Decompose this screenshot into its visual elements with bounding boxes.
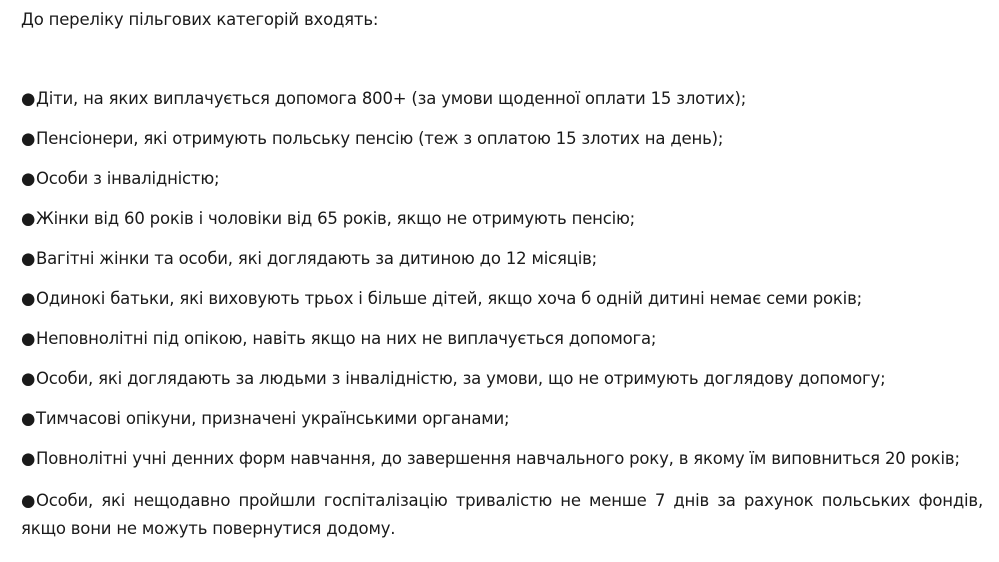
list-item — [21, 127, 983, 151]
list-item — [21, 247, 983, 271]
list-item-text: Діти, на яких виплачується допомога 800+ (за умови щоденної оплати 15 злотих); — [36, 89, 747, 108]
bullet-icon: ● — [21, 369, 36, 388]
bullet-icon: ● — [21, 449, 36, 468]
list-item — [21, 447, 983, 471]
bullet-icon: ● — [21, 249, 36, 268]
list-item-text: Неповнолітні під опікою, навіть якщо на них не виплачується допомога; — [36, 329, 657, 348]
bullet-icon: ● — [21, 89, 36, 108]
intro-text: До переліку пільгових категорій входять: — [21, 10, 379, 29]
list-item — [21, 167, 983, 191]
list-item-text: Тимчасові опікуни, призначені українськими органами; — [36, 409, 510, 428]
list-item-text: Пенсіонери, які отримують польську пенсію (теж з оплатою 15 злотих на день); — [36, 129, 724, 148]
list-item-text: Вагітні жінки та особи, які доглядають за дитиною до 12 місяців; — [36, 249, 597, 268]
list-item — [21, 367, 983, 391]
list-item — [21, 287, 983, 311]
list-item — [21, 87, 983, 111]
list-item-text: Особи, які нещодавно пройшли госпіталізацію тривалістю не менше 7 днів за рахунок польських фондів, якщо вони не можуть повернутися додому. — [21, 491, 983, 538]
bullet-icon: ● — [21, 329, 36, 348]
bullet-icon: ● — [21, 289, 36, 308]
bullet-icon: ● — [21, 169, 36, 188]
list-item — [21, 327, 983, 351]
list-item — [21, 207, 983, 231]
benefit-category-list — [21, 87, 983, 543]
list-item-text: Особи з інвалідністю; — [36, 169, 220, 188]
list-item-text: Особи, які доглядають за людьми з інвалідністю, за умови, що не отримують доглядову допомогу; — [36, 369, 886, 388]
bullet-icon: ● — [21, 409, 36, 428]
list-item — [21, 407, 983, 431]
list-item-text: Жінки від 60 років і чоловіки від 65 років, якщо не отримують пенсію; — [36, 209, 636, 228]
bullet-icon: ● — [21, 129, 36, 148]
list-item-text: Одинокі батьки, які виховують трьох і більше дітей, якщо хоча б одній дитині немає семи років; — [36, 289, 862, 308]
list-item-text: Повнолітні учні денних форм навчання, до завершення навчального року, в якому їм виповниться 20 років; — [36, 449, 960, 468]
bullet-icon: ● — [21, 491, 36, 510]
list-item — [21, 487, 983, 543]
bullet-icon: ● — [21, 209, 36, 228]
